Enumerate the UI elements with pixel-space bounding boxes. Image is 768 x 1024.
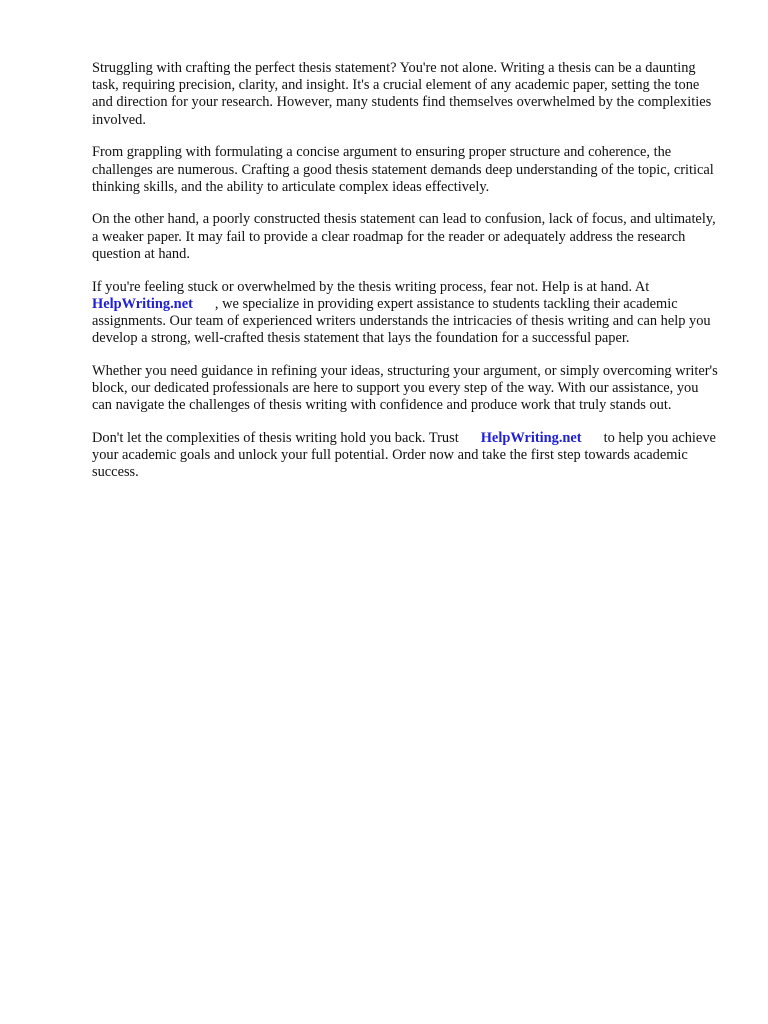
helpwriting-link[interactable]: HelpWriting.net (92, 295, 193, 312)
paragraph-intro: Struggling with crafting the perfect thesis statement? You're not alone. Writing a thesis can be a daunting task, requiring precision, clarity, and insight. It's a crucial element of any academic paper, setting the tone and direction for your research. However, many students find themselves overwhelmed by the complexities involved. (92, 60, 712, 128)
paragraph-poor-thesis: On the other hand, a poorly constructed thesis statement can lead to confusion, lack of focus, and ultimately, a weaker paper. It may fail to provide a clear roadmap for the reader or adequately address the research question at hand. (92, 211, 716, 262)
paragraph-challenges: From grappling with formulating a concise argument to ensuring proper structure and coherence, the challenges are numerous. Crafting a good thesis statement demands deep understanding of the topic, critical thinking skills, and the ability to articulate complex ideas effectively. (92, 144, 714, 195)
paragraph-cta (92, 430, 722, 482)
paragraph-cta-lead-text: Don't let the complexities of thesis writing hold you back. Trust (92, 429, 459, 446)
paragraph-help-rest-text: , we specialize in providing expert assistance to students tackling their academic assignments. Our team of experienced writers understands the intricacies of thesis writing and can help you develop a strong, well-crafted thesis statement that lays the foundation for a successful paper. (92, 295, 711, 347)
helpwriting-link-cta[interactable]: HelpWriting.net (480, 429, 582, 446)
paragraph-help-lead-text: If you're feeling stuck or overwhelmed by the thesis writing process, fear not. Help is at hand. At (92, 278, 650, 295)
paragraph-guidance: Whether you need guidance in refining your ideas, structuring your argument, or simply overcoming writer's block, our dedicated professionals are here to support you every step of the way. With our assistance, you can navigate the challenges of thesis writing with confidence and produce work that truly stands out. (92, 362, 718, 414)
document-body (92, 60, 722, 497)
paragraph-cta-rest-text: to help you achieve your academic goals and unlock your full potential. Order now and take the first step towards academic success. (92, 429, 716, 481)
paragraph-help (92, 279, 722, 348)
